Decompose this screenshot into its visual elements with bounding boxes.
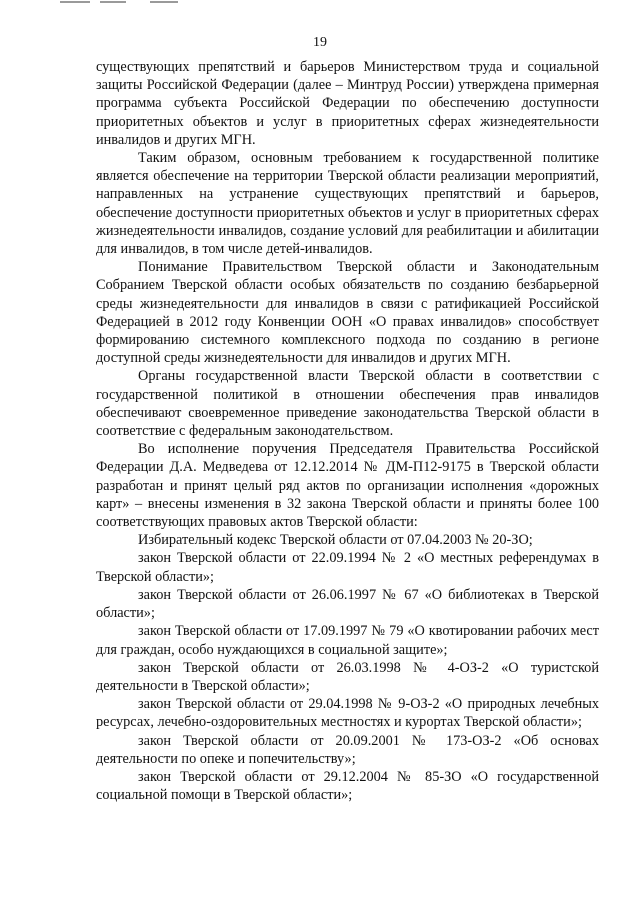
scan-top-edge (0, 0, 640, 6)
paragraph: Понимание Правительством Тверской области и Законодательным Собранием Тверской области особых обязательств по созданию безбарьерной среды жизнедеятельности для инвалидов в связи с ратификацией Российской Федерацией в 2012 году Конвенции ООН «О правах инвалидов» способствует формированию системного комплексного подхода по созданию в регионе доступной среды жизнедеятельности для инвалидов и других МГН. (96, 259, 599, 367)
paragraph: закон Тверской области от 26.06.1997 № 67 «О библиотеках в Тверской области»; (96, 586, 599, 622)
paragraph: закон Тверской области от 20.09.2001 № 173-ОЗ-2 «Об основах деятельности по опеке и попечительству»; (96, 732, 599, 767)
paragraph: существующих препятствий и барьеров Министерством труда и социальной защиты Российской Федерации (далее – Минтруд России) утверждена примерная программа субъекта Российской Федерации по обеспечению доступности приоритетных объектов и услуг в приоритетных сферах жизнедеятельности инвалидов и других МГН. (96, 59, 599, 148)
paragraph: закон Тверской области от 22.09.1994 № 2 «О местных референдумах в Тверской области»; (96, 550, 599, 585)
paragraph: Таким образом, основным требованием к государственной политике является обеспечение на территории Тверской области реализации мероприятий, направленных на устранение существующих препятствий и барьеров, обеспечение доступности приоритетных объектов и услуг в приоритетных сферах жизнедеятельности инвалидов, создание условий для реабилитации и абилитации для инвалидов, в том числе детей-инвалидов. (96, 150, 599, 258)
paragraph: Во исполнение поручения Председателя Правительства Российской Федерации Д.А. Медведева от 12.12.2014 № ДМ-П12-9175 в Тверской области разработан и принят целый ряд актов по организации исполнения «дорожных карт» – внесены изменения в 32 закона Тверской области и приняты более 100 соответствующих правовых актов Тверской области: (96, 441, 599, 531)
page-number: 19 (313, 35, 327, 50)
paragraph: закон Тверской области от 26.03.1998 № 4-ОЗ-2 «О туристской деятельности в Тверской области»; (96, 659, 599, 694)
paragraph: закон Тверской области от 29.12.2004 № 85-ЗО «О государственной социальной помощи в Тверской области»; (96, 768, 599, 804)
paragraph: закон Тверской области от 17.09.1997 № 79 «О квотировании рабочих мест для граждан, особо нуждающихся в социальной защите»; (96, 623, 599, 658)
paragraph: Избирательный кодекс Тверской области от 07.04.2003 № 20-ЗО; (138, 532, 533, 549)
paragraph: закон Тверской области от 29.04.1998 № 9-ОЗ-2 «О природных лечебных ресурсах, лечебно-оздоровительных местностях и курортах Тверской области»; (96, 696, 599, 731)
paragraph: Органы государственной власти Тверской области в соответствии с государственной политикой в отношении обеспечения прав инвалидов обеспечивают своевременное приведение законодательства Тверской области в соответствие с федеральным законодательством. (96, 368, 599, 440)
document-body (96, 58, 599, 804)
